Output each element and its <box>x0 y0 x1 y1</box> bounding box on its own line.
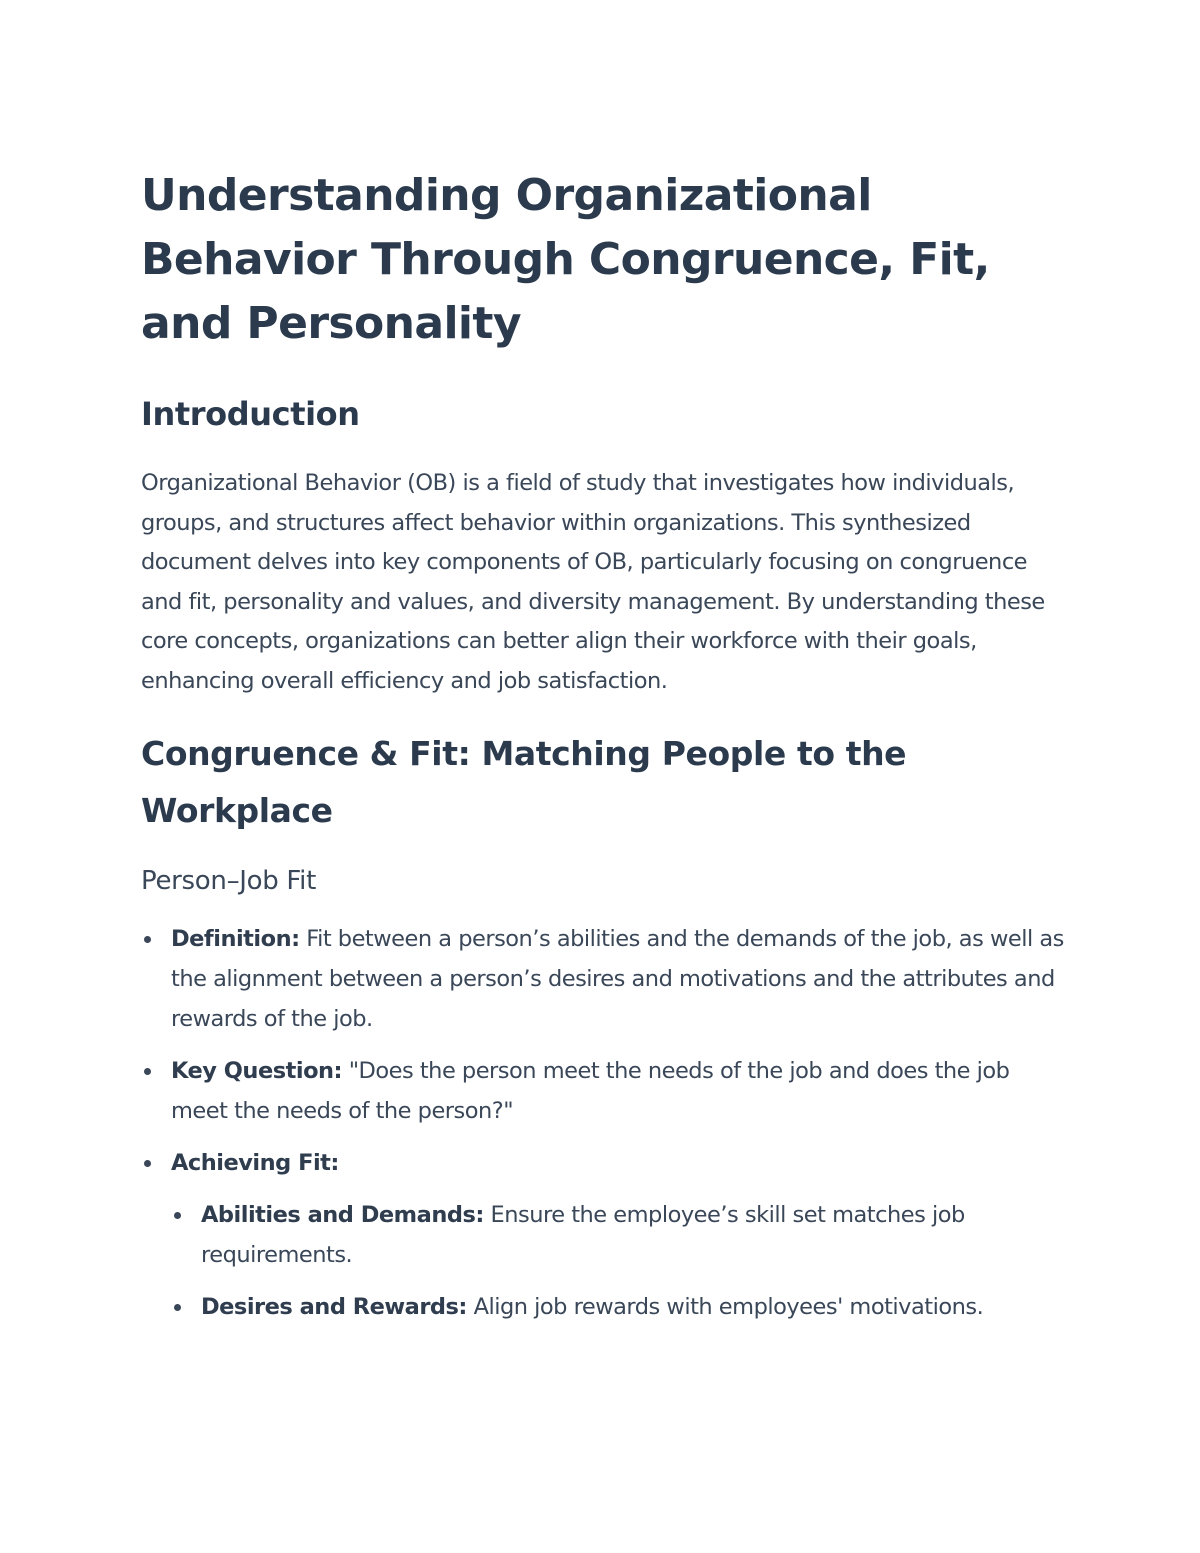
person-job-fit-list <box>141 919 1071 1327</box>
key-question-text: "Does the person meet the needs of the job and does the job meet the needs of the person?" <box>171 1058 1010 1124</box>
sub-list-item-abilities <box>171 1195 1071 1275</box>
abilities-term: Abilities and Demands: <box>201 1202 484 1228</box>
definition-term: Definition: <box>171 926 300 952</box>
person-job-fit-heading: Person–Job Fit <box>141 866 316 896</box>
bullet-icon <box>144 1160 151 1167</box>
introduction-paragraph: Organizational Behavior (OB) is a field of study that investigates how individuals, groups, and structures affect behavior within organizations. This synthesized document delves into key components of OB, particularly focusing on congruence and fit, personality and values, and diversity management. By understanding these core concepts, organizations can better align their workforce with their goals, enhancing overall efficiency and job satisfaction. <box>141 470 1045 694</box>
list-item-definition <box>141 919 1071 1039</box>
desires-term: Desires and Rewards: <box>201 1294 467 1320</box>
sub-list-item-desires <box>171 1287 1071 1327</box>
list-item-achieving-fit <box>141 1143 1071 1327</box>
desires-text: Align job rewards with employees' motivations. <box>466 1294 984 1320</box>
definition-text: Fit between a person’s abilities and the demands of the job, as well as the alignment between a person’s desires and motivations and the attributes and rewards of the job. <box>171 926 1064 1032</box>
achieving-fit-sublist <box>171 1195 1071 1327</box>
bullet-icon <box>144 1068 151 1075</box>
bullet-icon <box>174 1212 181 1219</box>
document-page <box>141 164 1071 1339</box>
abilities-text: Ensure the employee’s skill set matches job requirements. <box>201 1202 965 1268</box>
achieving-fit-term: Achieving Fit: <box>171 1150 339 1176</box>
introduction-heading: Introduction <box>141 395 360 433</box>
bullet-icon <box>174 1304 181 1311</box>
key-question-term: Key Question: <box>171 1058 343 1084</box>
congruence-fit-heading: Congruence & Fit: Matching People to the Workplace <box>141 734 907 830</box>
list-item-key-question <box>141 1051 1071 1131</box>
bullet-icon <box>144 936 151 943</box>
document-title: Understanding Organizational Behavior Through Congruence, Fit, and Personality <box>141 170 990 349</box>
